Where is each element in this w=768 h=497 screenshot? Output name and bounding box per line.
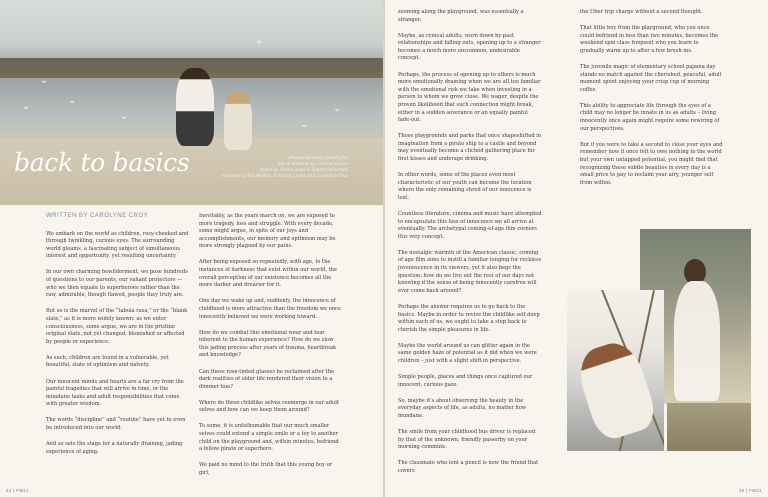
photo-field-detail	[667, 403, 751, 451]
paragraph: How do we combat this emotional wear and tear inherent to the human experience? How do we slow this jading process after years of trauma, heartbreak and knowledge?	[199, 329, 337, 359]
paragraph: The juvenile magic of elementary school pajama day stands no match against the cherished, peaceful, adult moment spent enjoying your crisp cup of morning coffee.	[580, 63, 722, 93]
paragraph: Where do these childlike selves reemerge in our adult selves and how can we keep them around?	[199, 399, 339, 414]
paragraph: To some, it is unfathomable that our much smaller selves could extend a simple smile or a toy to another child on the playground and, within minutes, befriend a fellow pirate or superhero.	[199, 423, 339, 453]
seagull-icon: ⌄	[255, 35, 264, 46]
seagull-icon: ⌄	[300, 119, 309, 130]
paragraph: The nostalgic warmth of the American classic, coming of age film aims to instill a familiar longing for reckless juvenescence in its viewers, yet it also begs the question: how do we live out the rest of our days not knowing if the sense of being innocently carefree will ever come back around?	[398, 249, 542, 294]
credit-line: photographed by Jess Buffer	[288, 155, 348, 160]
page-number-left: 44 | FW21	[6, 488, 29, 493]
paragraph: This ability to appreciate life through the eyes of a child may no longer be innate in us as adults – living innocently once again might require some rewiring of our perspectives.	[580, 102, 720, 132]
paragraph: the Uber trip charge without a second thought.	[580, 9, 703, 15]
white-dress	[674, 281, 720, 401]
paragraph: Perhaps the answer requires us to go back to the basics. Maybe in order to revive the childlike self deep within each of us, we ought to take a step back to cherish the simple pleasures in life.	[398, 303, 540, 333]
right-column-1	[398, 9, 542, 484]
byline: WRITTEN BY CAROLYNE CROY	[46, 213, 149, 219]
paragraph: And so sets the stage for a naturally draining, jading experience of aging.	[46, 441, 183, 455]
paragraph: We embark on the world as children, rosy-cheeked and through twinkling, curious eyes. The surrounding world gleams, a fascinating subject of simultaneous interest and opportunity, yet resulting uncertainty.	[46, 230, 189, 260]
seagull-icon: ⌄	[120, 111, 129, 122]
paragraph: That little boy from the playground, who you once could befriend in less than two minutes, becomes the weekend spin class frequent who you learn to gradually warm up to after a few brush-ins.	[580, 25, 719, 54]
paragraph: zooming along the playground, was essentially a stranger.	[398, 9, 524, 23]
paragraph: The words “discipline” and “routine” have yet to even be introduced into our world.	[46, 417, 186, 431]
paragraph: But so is the marvel of the “tabula rasa,” or the “blank slate,” as it is more widely known: as we enter consciousness, some argue, we are in the pristine original state, not yet changed, blemished or affected by people or experience.	[46, 308, 188, 345]
photo-credits	[221, 155, 348, 179]
paragraph: One day we wake up and, suddenly, the innocence of childhood is more attractive than the freedom we once innocently believed we were working toward.	[199, 298, 341, 320]
paragraph: In our own charming bewilderment, we pose hundreds of questions to our parents, our valiant protectors — who we then equate to superheroes rather than the raw, admirable, though flawed, people they truly are.	[46, 269, 188, 299]
hero-photo	[0, 0, 383, 205]
paragraph: As such, children are found in a vulnerable, yet beautiful, state of optimism and naïvety.	[46, 354, 169, 369]
left-column-2	[199, 213, 342, 486]
paragraph: After being exposed so repeatedly, with age, to the instances of darkness that exist within our world, the overall perception of our existence becomes all the more darker and drearier for it.	[199, 259, 337, 289]
seagull-icon: ⌄	[333, 103, 342, 114]
paragraph: In other words, some of the places even most characteristic of our youth can become the location where the only remaining shred of our innocence is lost.	[398, 172, 532, 201]
left-page	[0, 0, 383, 497]
credit-line: styled by Alyssa Jones & Sophia Palermaki	[259, 167, 348, 172]
photo-swing	[567, 290, 664, 451]
credit-line: modeled by Will Mallins, Kimberly Longrust & Laurence Cruz	[221, 173, 348, 178]
seagull-icon: ⌄	[22, 101, 31, 112]
paragraph: Simple people, places and things once captured our innocent, curious gaze.	[398, 374, 533, 388]
child-on-swing	[572, 337, 659, 444]
seagull-icon: ⌄	[68, 95, 77, 106]
paragraph: Can these rose-tinted glasses be reclaimed after the dark realities of older life rendered their vision to a dimmer hue?	[199, 368, 335, 390]
paragraph: Maybe, as cynical adults, worn down by past relationships and falling outs, opening up to a stranger becomes a much more uncommon, undesirable concept.	[398, 32, 541, 62]
paragraph: So, maybe it’s about observing the beauty in the everyday aspects of life, as adults, no matter how mundane.	[398, 397, 527, 419]
article-title: back to basics	[14, 148, 190, 177]
right-column-2	[580, 9, 724, 196]
paragraph: We paid no mind to the truth that this young boy or girl,	[199, 462, 333, 476]
paragraph: The classmate who lent a pencil is now the friend that covers	[398, 460, 539, 474]
paragraph: Maybe the world around us can glitter again in the same golden haze of potential as it did when we were children – just with a slight shift in perspective.	[398, 342, 537, 364]
credit-line: hair & makeup by Caroline Hayes	[277, 161, 348, 166]
running-man	[176, 68, 214, 146]
paragraph: Those playgrounds and parks that once shapeshifted in imagination from a pirate ship to a castle and beyond may eventually become a clichéd gathering place for first kisses and underage drinking.	[398, 133, 542, 162]
paragraph: Perhaps, the process of opening up to others is much more emotionally draining when we are all too familiar with the emotional risk we take when investing in a person to whom we grow close. We wager, despite the proven likelihood that such connection might break, either in a sudden severance or an equally painful fade-out.	[398, 71, 541, 124]
paragraph: Countless literature, cinema and music have attempted to encapsulate this loss of innocence we all arrive at eventually. The archetypal coming-of-age film corners this very concept.	[398, 210, 542, 240]
page-number-right: 45 | FW21	[739, 488, 762, 493]
left-column-1	[46, 213, 189, 465]
paragraph: Our innocent minds and hearts are a far cry from the painful tragedies that will arrive in time, or the mundane tasks and adult responsibilities that come with greater wisdom.	[46, 378, 184, 408]
paragraph: But if you were to take a second to close your eyes and remember how it once felt to owe nothing to the world but your own untapped potential, you might find that recognizing these subtle beauties in every day is a small price to pay to reclaim your airy, younger self from within.	[580, 141, 723, 186]
running-child	[224, 92, 252, 150]
seagull-icon: ⌄	[40, 75, 49, 86]
paragraph: The smile from your childhood bus driver is replaced by that of the unknown, friendly passerby on your morning commute.	[398, 429, 536, 451]
paragraph: Inevitably, as the years march on, we are exposed to more tragedy, loss and struggle. With every decade, some might argue, in spite of our joys and accomplishments, our memory and optimism may be more strongly plagued by our pains.	[199, 213, 336, 250]
